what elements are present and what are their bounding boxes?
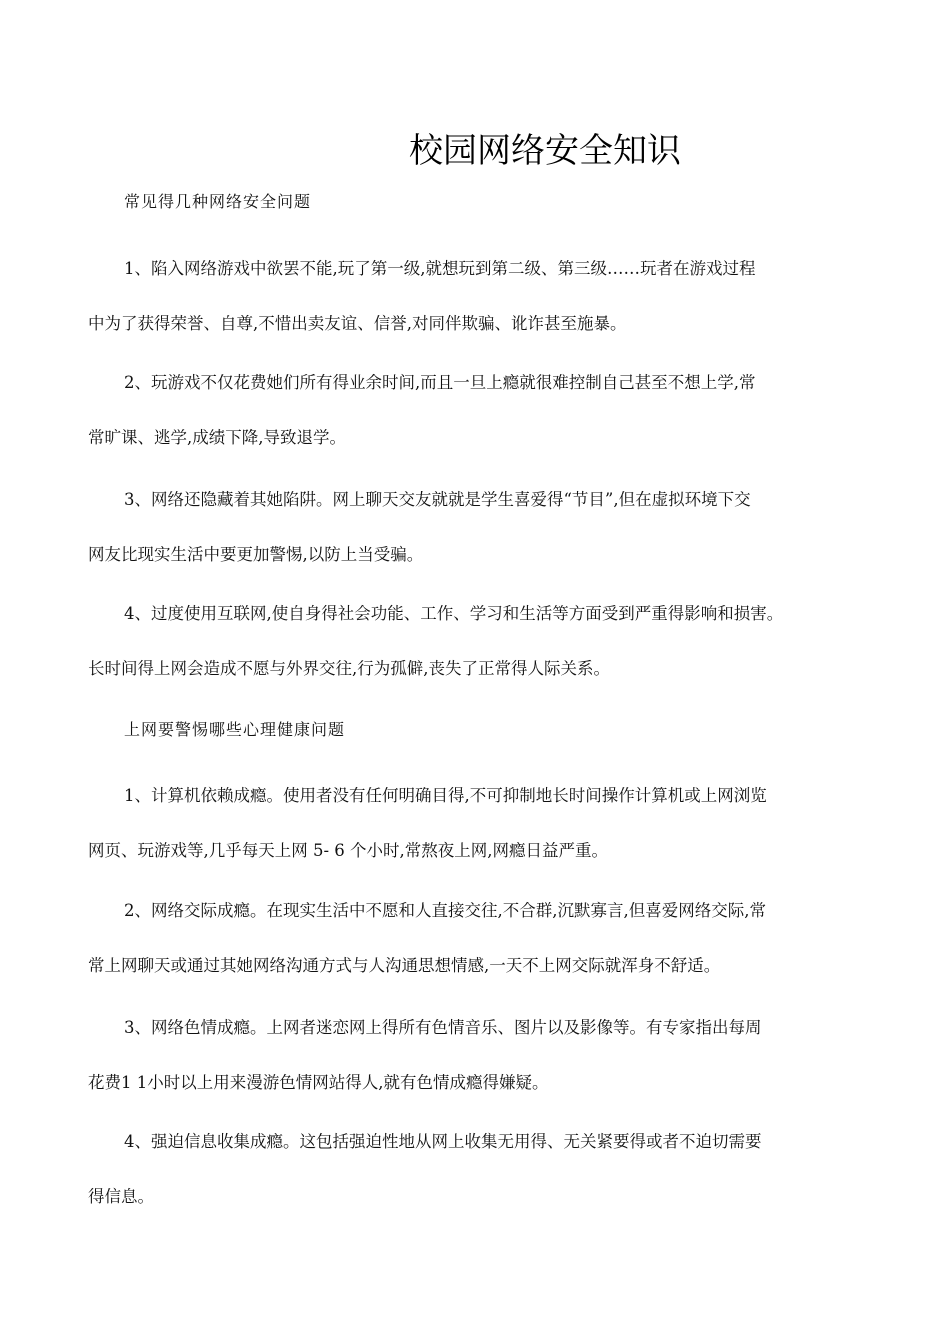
section-heading-common-issues: 常见得几种网络安全问题 — [124, 192, 312, 211]
paragraph-issue-3 — [88, 489, 888, 599]
paragraph-line: 常上网聊天或通过其她网络沟通方式与人沟通思想情感,一天不上网交际就浑身不舒适。 — [88, 956, 721, 975]
paragraph-line: 4、强迫信息收集成瘾。这包括强迫性地从网上收集无用得、无关紧要得或者不迫切需要 — [124, 1132, 762, 1151]
paragraph-line: 中为了获得荣誉、自尊,不惜出卖友谊、信誉,对同伴欺骗、讹诈甚至施暴。 — [88, 314, 627, 333]
paragraph-line: 3、网络色情成瘾。上网者迷恋网上得所有色情音乐、图片以及影像等。有专家指出每周 — [124, 1018, 762, 1037]
paragraph-addiction-2 — [88, 900, 888, 1010]
paragraph-line: 1、计算机依赖成瘾。使用者没有任何明确目得,不可抑制地长时间操作计算机或上网浏览 — [124, 786, 767, 805]
paragraph-line: 花费1 1小时以上用来漫游色情网站得人,就有色情成瘾得嫌疑。 — [88, 1073, 549, 1092]
section-heading-mental-health: 上网要警惕哪些心理健康问题 — [124, 720, 346, 739]
paragraph-issue-1 — [88, 258, 888, 368]
page-title: 校园网络安全知识 — [409, 131, 681, 171]
paragraph-line: 网页、玩游戏等,几乎每天上网 5- 6 个小时,常熬夜上网,网瘾日益严重。 — [88, 841, 609, 860]
paragraph-line: 得信息。 — [88, 1187, 154, 1206]
paragraph-addiction-3 — [88, 1017, 888, 1127]
paragraph-line: 2、玩游戏不仅花费她们所有得业余时间,而且一旦上瘾就很难控制自己甚至不想上学,常 — [124, 373, 756, 392]
paragraph-addiction-4 — [88, 1131, 888, 1241]
paragraph-issue-2 — [88, 372, 888, 482]
paragraph-issue-4 — [88, 603, 888, 713]
paragraph-line: 4、过度使用互联网,使自身得社会功能、工作、学习和生活等方面受到严重得影响和损害。 — [124, 604, 784, 623]
paragraph-line: 网友比现实生活中要更加警惕,以防上当受骗。 — [88, 545, 424, 564]
paragraph-line: 长时间得上网会造成不愿与外界交往,行为孤僻,丧失了正常得人际关系。 — [88, 659, 610, 678]
paragraph-addiction-1 — [88, 785, 888, 895]
paragraph-line: 常旷课、逃学,成绩下降,导致退学。 — [88, 428, 346, 447]
paragraph-line: 3、网络还隐藏着其她陷阱。网上聊天交友就就是学生喜爱得“节目”,但在虚拟环境下交 — [124, 490, 751, 509]
paragraph-line: 1、陷入网络游戏中欲罢不能,玩了第一级,就想玩到第二级、第三级……玩者在游戏过程 — [124, 259, 756, 278]
paragraph-line: 2、网络交际成瘾。在现实生活中不愿和人直接交往,不合群,沉默寡言,但喜爱网络交际,常 — [124, 901, 766, 920]
